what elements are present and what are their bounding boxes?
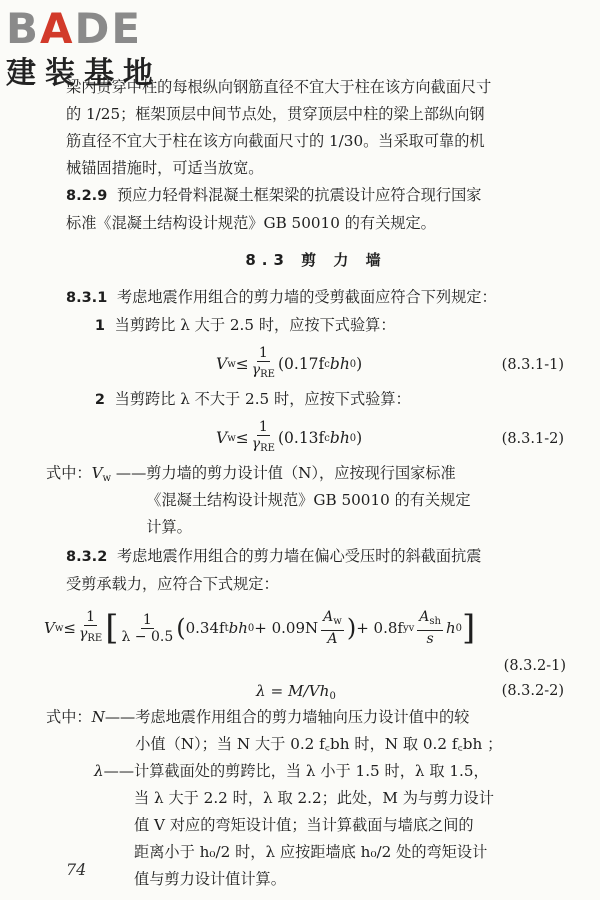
fraction-denominator: λ − 0.5 (121, 628, 174, 645)
desc-line-3: 计算。 (146, 518, 192, 536)
item-number: 1 (94, 318, 105, 334)
eq-term-3: + 0.8f (356, 618, 403, 637)
term-sub: w (102, 473, 112, 484)
gamma-sub: RE (260, 369, 275, 380)
eq-term-4-sub: 0 (455, 622, 462, 634)
eq-expr: λ = M/Vh (256, 682, 330, 700)
fraction-denominator (252, 436, 275, 457)
item-text: 当剪跨比 λ 大于 2.5 时，应按下式验算： (114, 316, 396, 334)
term-dash: —— (115, 464, 147, 482)
definition-n (46, 704, 566, 758)
clause-text-line-1: 考虑地震作用组合的剪力墙在偏心受压时的斜截面抗震 (116, 547, 482, 565)
eq-term-1-tail-sub: 0 (247, 622, 255, 634)
eq-relation: ≤ (235, 428, 249, 447)
spacing-symbol: s (426, 631, 434, 647)
eq-expr: (0.13f (277, 428, 325, 447)
eq-close: ) (356, 354, 363, 373)
fraction-numerator (417, 609, 443, 631)
left-paren: ( (176, 614, 186, 642)
eq-term-4: h (445, 618, 456, 637)
area-symbol: A (327, 631, 338, 647)
definition-desc (135, 704, 566, 758)
eq-close: ) (356, 428, 363, 447)
area-sub: w (333, 616, 342, 627)
section-title: 8.3 剪 力 墙 (245, 251, 387, 269)
fraction-denominator (252, 362, 275, 383)
eq-term-1-sub: t (224, 622, 229, 634)
page-content (44, 74, 566, 893)
desc-line-2: 当 λ 大于 2.2 时，λ 取 2.2；此处，M 为与剪力设计 (134, 789, 494, 807)
gamma-sub: RE (87, 633, 103, 644)
eq-lhs-sub: w (227, 358, 236, 370)
gamma-symbol: γ (78, 626, 88, 642)
eq-term-1-tail: bh (228, 618, 248, 637)
fraction-numerator: 1 (258, 345, 268, 361)
continuation-line-2: 的 1/25；框架顶层中间节点处，贯穿顶层中柱的梁上部纵向钢 (66, 105, 485, 123)
fraction-numerator: 1 (86, 609, 96, 625)
eq-expr-tail: bh (329, 354, 350, 373)
where-prefix: 式中： (46, 708, 92, 726)
right-paren: ) (346, 614, 357, 642)
clause-number: 8.3.1 (66, 290, 108, 306)
eq-lhs: V (216, 354, 228, 373)
eq-term-2: + 0.09N (254, 618, 319, 637)
clause-8-3-2 (66, 543, 566, 571)
equation-number: (8.3.1-1) (501, 357, 564, 373)
eq-lhs: V (44, 618, 55, 637)
fraction (252, 419, 275, 457)
definition-term (94, 758, 134, 893)
item-1 (66, 312, 566, 340)
continuation-line-1: 梁内贯穿中柱的每根纵向钢筋直径不宜大于柱在该方向截面尺寸 (66, 78, 492, 96)
fraction-denominator (79, 626, 102, 647)
clause-8-2-9 (66, 182, 566, 210)
item-number: 2 (94, 392, 105, 408)
equation-8-3-1-1 (66, 340, 566, 386)
eq-term-1: 0.34f (185, 618, 225, 637)
fraction-ash (417, 609, 443, 647)
equation-number: (8.3.2-1) (503, 658, 566, 674)
eq-expr-tail-sub: 0 (349, 432, 357, 444)
clause-8-2-9-line-2: 标准《混凝土结构设计规范》GB 50010 的有关规定。 (66, 214, 436, 232)
eq-expr-sub: c (324, 358, 330, 370)
definition-desc (134, 758, 566, 893)
fraction-numerator (321, 609, 344, 631)
desc-line-1: 考虑地震作用组合的剪力墙轴向压力设计值中的较 (135, 708, 470, 726)
fraction-area (321, 609, 344, 647)
definition-lambda (94, 758, 566, 893)
term-symbol: λ (94, 762, 104, 780)
area-symbol: A (323, 609, 334, 625)
desc-line-1: 计算截面处的剪跨比，当 λ 小于 1.5 时，λ 取 1.5， (134, 762, 489, 780)
clause-8-3-1 (66, 284, 566, 312)
desc-line-1: 剪力墙的剪力设计值（N），应按现行国家标准 (146, 464, 456, 482)
clause-number: 8.3.2 (66, 549, 108, 565)
desc-line-2: 小值（N）；当 N 大于 0.2 f꜀bh 时，N 取 0.2 f꜀bh ； (135, 735, 503, 753)
equation-8-3-2-2 (66, 679, 566, 704)
desc-line-5: 值与剪力设计值计算。 (134, 870, 286, 888)
clause-text: 考虑地震作用组合的剪力墙的受剪截面应符合下列规定： (116, 288, 497, 306)
page-number: 74 (66, 860, 87, 879)
fraction-numerator: 1 (258, 419, 268, 435)
eq-lhs: V (216, 428, 228, 447)
logo-subtitle: 建装基地 (6, 56, 162, 91)
gamma-sub: RE (260, 443, 275, 454)
eq-expr-sub: c (324, 432, 330, 444)
fraction-lambda (121, 612, 173, 645)
item-text: 当剪跨比 λ 不大于 2.5 时，应按下式验算： (114, 390, 411, 408)
desc-line-2: 《混凝土结构设计规范》GB 50010 的有关规定 (146, 491, 471, 509)
eq-lhs-sub: w (227, 432, 236, 444)
clause-text-line-1: 预应力轻骨料混凝土框架梁的抗震设计应符合现行国家 (116, 186, 482, 204)
gamma-symbol: γ (251, 436, 261, 452)
gamma-symbol: γ (251, 362, 261, 378)
equation-body (216, 344, 362, 384)
desc-line-4: 距离小于 h₀/2 时，λ 应按距墙底 h₀/2 处的弯矩设计 (134, 843, 488, 861)
eq-expr-sub: 0 (329, 691, 336, 702)
equation-8-3-1-2 (66, 414, 566, 460)
definition-term (46, 704, 135, 758)
eq-expr: (0.17f (277, 354, 325, 373)
clause-number: 8.2.9 (66, 188, 108, 204)
logo-letter-b: B (6, 4, 41, 53)
fraction-numerator: 1 (142, 611, 152, 628)
left-bracket: [ (105, 608, 119, 648)
fraction-gamma (79, 609, 102, 647)
eq-lhs-sub: w (54, 622, 64, 634)
definition-desc (146, 460, 566, 541)
definition-vw (46, 460, 566, 541)
term-dash: —— (103, 762, 135, 780)
eq-expr-tail: bh (329, 428, 350, 447)
continuation-line-3: 筋直径不宜大于柱在该方向截面尺寸的 1/30。当采取可靠的机 (66, 132, 485, 150)
eq-term-3-sub: yv (402, 622, 415, 634)
logo-letters-de: DE (74, 4, 143, 53)
fraction (252, 345, 275, 383)
fraction-denominator (427, 631, 434, 647)
eq-relation: ≤ (235, 354, 249, 373)
item-2 (66, 386, 566, 414)
equation-body (216, 418, 362, 458)
where-prefix: 式中： (46, 464, 92, 482)
definition-term (46, 460, 146, 541)
area-symbol: A (419, 609, 430, 625)
clause-8-3-2-line-2: 受剪承载力，应符合下式规定： (66, 575, 279, 593)
right-bracket: ] (462, 608, 476, 648)
eq-relation: ≤ (63, 618, 76, 637)
equation-body (44, 602, 475, 654)
term-symbol: V (91, 464, 103, 482)
eq-expr-tail-sub: 0 (349, 358, 357, 370)
area-sub: sh (429, 616, 441, 627)
equation-body (256, 679, 336, 709)
logo-wordmark (6, 4, 176, 54)
continuation-line-4: 械锚固措施时，可适当放宽。 (66, 159, 264, 177)
fraction-denominator (327, 631, 337, 647)
logo-letter-a: A (40, 4, 75, 53)
equation-8-3-2-1 (44, 602, 566, 654)
term-symbol: N (91, 708, 105, 726)
term-dash: —— (104, 708, 136, 726)
equation-number: (8.3.2-2) (501, 683, 564, 699)
equation-number: (8.3.1-2) (501, 431, 564, 447)
desc-line-3: 值 V 对应的弯矩设计值；当计算截面与墙底之间的 (134, 816, 474, 834)
